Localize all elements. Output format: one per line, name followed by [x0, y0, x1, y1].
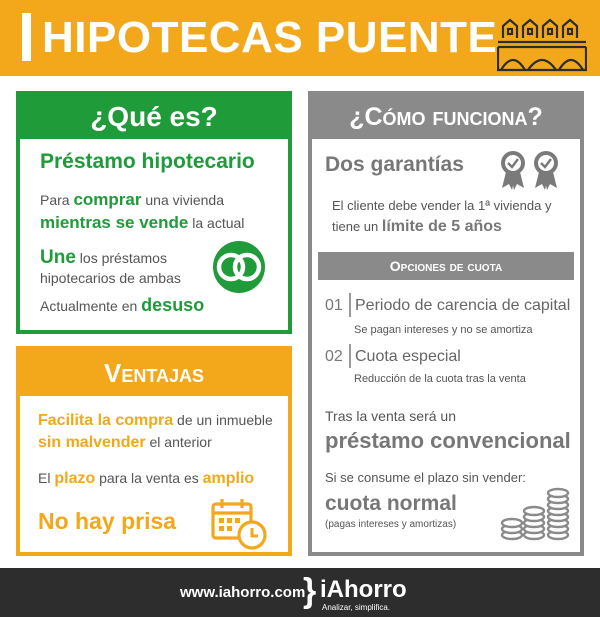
highlight-limite: límite de 5 años [381, 218, 502, 235]
bridge-houses-icon [497, 14, 587, 72]
ventajas-line-1 [38, 412, 273, 430]
award-badges-icon [498, 150, 564, 190]
linked-rings-icon [207, 241, 271, 293]
que-es-panel [16, 91, 292, 334]
cuota-normal-desc: (pagas intereses y amortizas) [325, 519, 457, 530]
highlight-une: Une [40, 247, 76, 268]
highlight-desuso: desuso [141, 295, 205, 315]
que-es-line-1 [40, 190, 224, 210]
que-es-line-2 [40, 213, 244, 233]
highlight-amplio: amplio [202, 470, 255, 487]
footer-brand-brace: } [303, 572, 317, 610]
que-es-subtitle: Préstamo hipotecario [40, 150, 255, 173]
text-segment: el anterior [145, 434, 212, 450]
option-2-desc: Reducción de la cuota tras la venta [354, 373, 526, 385]
text-segment: de un inmueble [173, 412, 273, 428]
coin-stacks-icon [500, 482, 572, 542]
dos-garantias: Dos garantías [325, 153, 464, 176]
no-hay-prisa: No hay prisa [38, 508, 177, 534]
text-segment: tiene un [332, 219, 382, 234]
text-segment: El [38, 470, 55, 486]
cliente-line-1: El cliente debe vender la 1ª vivienda y [332, 198, 552, 213]
highlight-comprar: comprar [73, 190, 142, 209]
highlight-mientras: mientras se vende [40, 213, 189, 232]
text-segment: Actualmente en [40, 298, 142, 314]
header-accent-bar [22, 13, 31, 61]
ventajas-line-2 [38, 434, 212, 452]
cuota-normal: cuota normal [325, 492, 457, 515]
como-funciona-panel [308, 91, 584, 556]
option-2-number: 02 [325, 348, 343, 365]
calendar-clock-icon [210, 497, 268, 551]
text-segment: para la venta es [95, 470, 203, 486]
que-es-heading: ¿Qué es? [20, 95, 288, 139]
page-title: HIPOTECAS PUENTE [42, 13, 498, 62]
text-segment: Para [40, 192, 74, 208]
option-1-number: 01 [325, 297, 343, 314]
highlight-plazo: plazo [54, 470, 96, 487]
como-funciona-heading: ¿Cómo funciona? [312, 95, 580, 139]
que-es-line-4: hipotecarios de ambas [40, 270, 181, 286]
ventajas-line-3 [38, 470, 254, 488]
footer-brand-logo: iAhorro [320, 576, 407, 603]
tras-venta: Tras la venta será un [325, 408, 456, 424]
option-2-title: Cuota especial [355, 348, 461, 365]
text-segment: una vivienda [141, 192, 225, 208]
ventajas-heading: Ventajas [20, 350, 288, 396]
text-segment: los préstamos [75, 250, 167, 266]
que-es-line-3 [40, 247, 167, 269]
option-1-desc: Se pagan intereses y no se amortiza [354, 324, 533, 336]
footer [0, 568, 600, 617]
opciones-cuota-bar: Opciones de cuota [318, 252, 574, 280]
cliente-line-2 [332, 218, 502, 236]
prestamo-convencional: préstamo convencional [325, 428, 571, 453]
que-es-line-5 [40, 295, 204, 316]
highlight-facilita: Facilita la compra [38, 412, 174, 429]
footer-url[interactable]: www.iahorro.com [180, 584, 306, 601]
option-1-title: Periodo de carencia de capital [355, 297, 571, 314]
option-2-divider [349, 344, 351, 368]
highlight-malvender: sin malvender [38, 434, 146, 451]
text-segment: la actual [188, 215, 245, 231]
si-consume: Si se consume el plazo sin vender: [325, 470, 526, 485]
footer-tagline: Analizar, simplifica. [322, 603, 391, 612]
ventajas-panel [16, 346, 292, 556]
header-banner [0, 0, 600, 76]
option-1-divider [349, 293, 351, 317]
